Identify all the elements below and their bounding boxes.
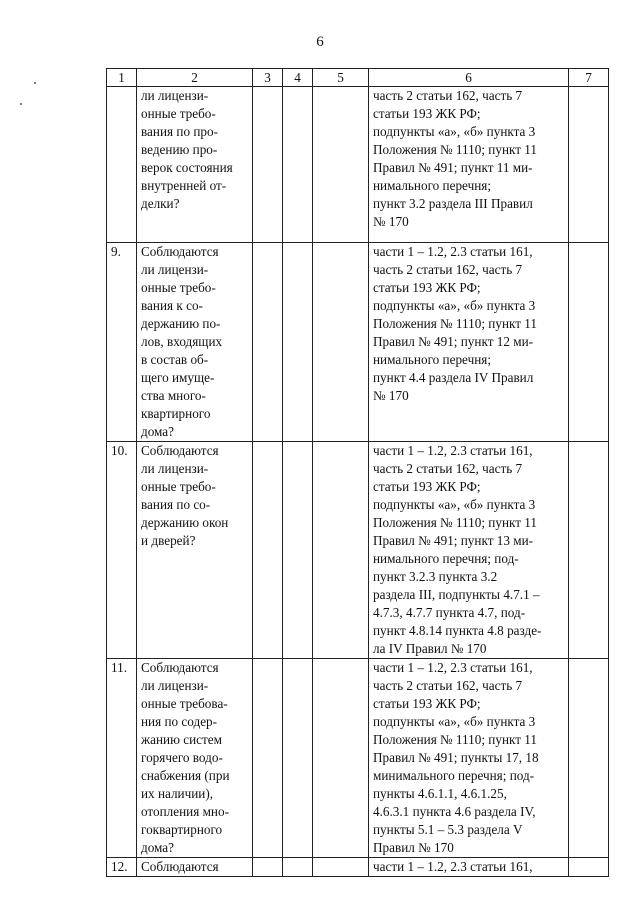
empty-cell	[283, 243, 313, 442]
text-line: Положения № 1110; пункт 11	[373, 316, 537, 331]
empty-cell	[313, 243, 369, 442]
text-line: вания по со-	[141, 497, 211, 512]
question-cell	[137, 858, 253, 877]
text-line: статьи 193 ЖК РФ;	[373, 696, 481, 711]
empty-cell	[569, 243, 609, 442]
text-line: Соблюдаются	[141, 244, 219, 259]
text-line: их наличии),	[141, 786, 214, 801]
table-row	[107, 442, 609, 659]
text-line: подпункты «а», «б» пункта 3	[373, 298, 536, 313]
text-line: Положения № 1110; пункт 11	[373, 732, 537, 747]
text-line: минимального перечня; под-	[373, 768, 535, 783]
text-line: ства много-	[141, 388, 206, 403]
empty-cell	[253, 858, 283, 877]
text-line: вания по про-	[141, 124, 218, 139]
text-line: лов, входящих	[141, 334, 223, 349]
text-line: отопления мно-	[141, 804, 229, 819]
text-line: гоквартирного	[141, 822, 223, 837]
text-line: части 1 – 1.2, 2.3 статьи 161,	[373, 660, 533, 675]
text-line: Положения № 1110; пункт 11	[373, 142, 537, 157]
text-line: Соблюдаются	[141, 859, 219, 874]
text-line: онные требова-	[141, 696, 228, 711]
question-cell	[137, 87, 253, 243]
text-line: Правил № 491; пункты 17, 18	[373, 750, 539, 765]
empty-cell	[569, 858, 609, 877]
text-line: щего имуще-	[141, 370, 215, 385]
text-line: 4.6.3.1 пункта 4.6 раздела IV,	[373, 804, 536, 819]
header-cell: 5	[313, 69, 369, 87]
empty-cell	[283, 442, 313, 659]
text-line: пункт 3.2.3 пункта 3.2	[373, 569, 498, 584]
header-cell: 3	[253, 69, 283, 87]
text-line: ли лицензи-	[141, 262, 209, 277]
text-line: делки?	[141, 196, 180, 211]
text-line: № 170	[373, 214, 409, 229]
text-line: держанию по-	[141, 316, 221, 331]
references-cell	[369, 87, 569, 243]
text-line: онные требо-	[141, 479, 216, 494]
text-line: пункты 4.6.1.1, 4.6.1.25,	[373, 786, 507, 801]
header-cell: 6	[369, 69, 569, 87]
text-line: статьи 193 ЖК РФ;	[373, 106, 481, 121]
empty-cell	[569, 87, 609, 243]
text-line: онные требо-	[141, 280, 216, 295]
text-line: раздела III, подпункты 4.7.1 –	[373, 587, 540, 602]
text-line: подпункты «а», «б» пункта 3	[373, 714, 536, 729]
text-line: часть 2 статьи 162, часть 7	[373, 461, 523, 476]
empty-cell	[253, 442, 283, 659]
text-line: онные требо-	[141, 106, 216, 121]
text-line: пункт 4.4 раздела IV Правил	[373, 370, 534, 385]
text-line: Правил № 491; пункт 13 ми-	[373, 533, 534, 548]
text-line: жанию систем	[141, 732, 222, 747]
empty-cell	[313, 858, 369, 877]
text-line: горячего водо-	[141, 750, 223, 765]
row-number: 10.	[107, 442, 137, 659]
text-line: снабжения (при	[141, 768, 230, 783]
text-line: ли лицензи-	[141, 678, 209, 693]
text-line: Правил № 491; пункт 11 ми-	[373, 160, 533, 175]
text-line: ния по содер-	[141, 714, 218, 729]
text-line: ла IV Правил № 170	[373, 641, 487, 656]
empty-cell	[313, 442, 369, 659]
header-cell: 1	[107, 69, 137, 87]
text-line: нимального перечня;	[373, 352, 492, 367]
text-line: нимального перечня; под-	[373, 551, 519, 566]
references-cell	[369, 659, 569, 858]
text-line: Соблюдаются	[141, 443, 219, 458]
text-line: часть 2 статьи 162, часть 7	[373, 262, 523, 277]
text-line: квартирного	[141, 406, 211, 421]
header-cell: 4	[283, 69, 313, 87]
text-line: дома?	[141, 424, 175, 439]
text-line: верок состояния	[141, 160, 233, 175]
empty-cell	[253, 243, 283, 442]
row-number: 9.	[107, 243, 137, 442]
table-header-row	[107, 69, 609, 87]
empty-cell	[313, 659, 369, 858]
page-number: 6	[316, 34, 324, 50]
empty-cell	[569, 659, 609, 858]
header-cell: 2	[137, 69, 253, 87]
text-line: № 170	[373, 388, 409, 403]
text-line: Соблюдаются	[141, 660, 219, 675]
text-line: внутренней от-	[141, 178, 227, 193]
text-line: Правил № 170	[373, 840, 454, 855]
scan-speck	[34, 82, 36, 84]
text-line: статьи 193 ЖК РФ;	[373, 280, 481, 295]
references-cell	[369, 858, 569, 877]
text-line: 4.7.3, 4.7.7 пункта 4.7, под-	[373, 605, 526, 620]
text-line: ли лицензи-	[141, 461, 209, 476]
text-line: в состав об-	[141, 352, 209, 367]
empty-cell	[253, 659, 283, 858]
table-row	[107, 858, 609, 877]
header-cell: 7	[569, 69, 609, 87]
row-number	[107, 87, 137, 243]
empty-cell	[283, 87, 313, 243]
scan-speck	[20, 103, 22, 105]
row-number: 12.	[107, 858, 137, 877]
text-line: части 1 – 1.2, 2.3 статьи 161,	[373, 859, 533, 874]
table-row	[107, 243, 609, 442]
text-line: пункт 4.8.14 пункта 4.8 разде-	[373, 623, 542, 638]
empty-cell	[569, 442, 609, 659]
question-cell	[137, 659, 253, 858]
text-line: Правил № 491; пункт 12 ми-	[373, 334, 534, 349]
text-line: ли лицензи-	[141, 88, 209, 103]
text-line: дома?	[141, 840, 175, 855]
empty-cell	[253, 87, 283, 243]
text-line: часть 2 статьи 162, часть 7	[373, 88, 523, 103]
references-cell	[369, 243, 569, 442]
table-row	[107, 659, 609, 858]
table-row	[107, 87, 609, 243]
text-line: подпункты «а», «б» пункта 3	[373, 124, 536, 139]
text-line: вания к со-	[141, 298, 203, 313]
empty-cell	[283, 858, 313, 877]
text-line: ведению про-	[141, 142, 218, 157]
text-line: держанию окон	[141, 515, 229, 530]
text-line: части 1 – 1.2, 2.3 статьи 161,	[373, 244, 533, 259]
text-line: статьи 193 ЖК РФ;	[373, 479, 481, 494]
text-line: Положения № 1110; пункт 11	[373, 515, 537, 530]
text-line: и дверей?	[141, 533, 196, 548]
text-line: части 1 – 1.2, 2.3 статьи 161,	[373, 443, 533, 458]
row-number: 11.	[107, 659, 137, 858]
text-line: часть 2 статьи 162, часть 7	[373, 678, 523, 693]
text-line: пункт 3.2 раздела III Правил	[373, 196, 533, 211]
references-cell	[369, 442, 569, 659]
empty-cell	[313, 87, 369, 243]
checklist-table	[106, 68, 609, 877]
question-cell	[137, 442, 253, 659]
question-cell	[137, 243, 253, 442]
text-line: пункты 5.1 – 5.3 раздела V	[373, 822, 523, 837]
text-line: нимального перечня;	[373, 178, 492, 193]
empty-cell	[283, 659, 313, 858]
text-line: подпункты «а», «б» пункта 3	[373, 497, 536, 512]
